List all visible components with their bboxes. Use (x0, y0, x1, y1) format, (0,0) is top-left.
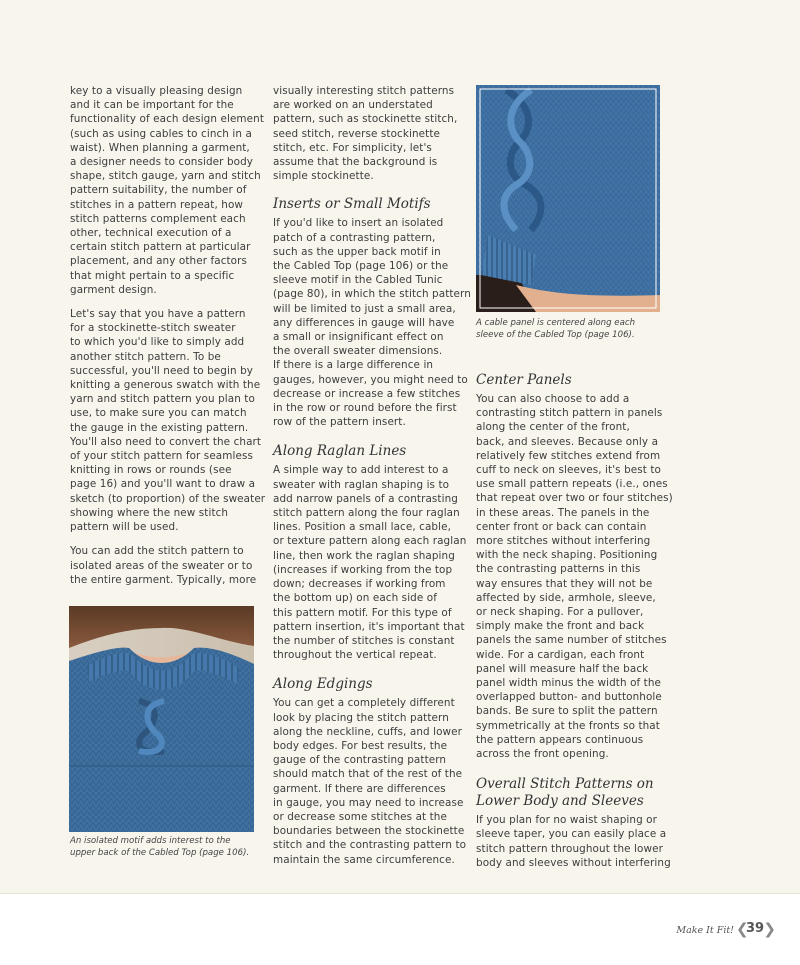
text-line: (such as using cables to cinch in a (70, 127, 252, 140)
text-line: stitch pattern throughout the lower (476, 842, 663, 855)
text-line: shape, stitch gauge, yarn and stitch (70, 170, 261, 183)
text-line: the number of stitches is constant (273, 634, 455, 647)
text-line: a small or insignificant effect on (273, 331, 444, 344)
text-line: that might pertain to a specific (70, 269, 235, 282)
text-line: simply make the front and back (476, 620, 645, 633)
text-line: You can get a completely different (273, 697, 455, 710)
photo-back-motif (69, 606, 254, 832)
text-line: any differences in gauge will have (273, 316, 455, 329)
paragraph (70, 544, 260, 587)
text-line: stitches in a pattern repeat, how (70, 198, 243, 211)
text-line: bands. Be sure to split the pattern (476, 705, 658, 718)
text-line: (increases if working from the top (273, 563, 453, 576)
paragraph (273, 463, 467, 662)
text-line: placement, and any other factors (70, 255, 248, 268)
text-line: symmetrically at the fronts so that (476, 719, 660, 732)
text-line: wide. For a cardigan, each front (476, 648, 645, 661)
text-line: should match that of the rest of the (273, 768, 463, 781)
text-line: use small pattern repeats (i.e., ones (476, 478, 668, 491)
text-line: down; decreases if working from (273, 578, 446, 591)
paragraph (476, 813, 676, 870)
text-line: with the neck shaping. Positioning (476, 549, 658, 562)
text-line: and it can be important for the (70, 99, 234, 112)
paragraph (273, 696, 467, 866)
text-line: seed stitch, reverse stockinette (273, 127, 440, 140)
text-line: across the front opening. (476, 748, 609, 761)
text-line: gauge of the contrasting pattern (273, 754, 447, 767)
text-line: sleeve of the Cabled Top (page 106). (476, 329, 635, 340)
text-line: certain stitch pattern at particular (70, 241, 251, 254)
text-line: back, and sleeves. Because only a (476, 435, 659, 448)
text-line: simple stockinette. (273, 170, 374, 183)
paragraph (476, 392, 676, 761)
text-line: body edges. For best results, the (273, 739, 448, 752)
text-line: or neck shaping. For a pullover, (476, 606, 644, 619)
text-line: assume that the background is (273, 156, 438, 169)
text-line: cuff to neck on sleeves, it's best to (476, 464, 661, 477)
text-line: You can also choose to add a (476, 393, 630, 405)
text-line: row of the pattern insert. (273, 416, 406, 429)
text-line: stitch, etc. For simplicity, let's (273, 141, 432, 154)
text-line: to which you'd like to simply add (70, 336, 245, 349)
text-line: the pattern appears continuous (476, 733, 644, 746)
heading-overall-patterns (476, 776, 676, 810)
footer-section-title: Make It Fit! (676, 925, 734, 936)
text-line: a designer needs to consider body (70, 156, 254, 169)
text-line: center front or back can contain (476, 520, 647, 533)
text-line: along the center of the front, (476, 421, 630, 434)
text-line: If you plan for no waist shaping or (476, 814, 657, 827)
column-1 (70, 84, 266, 587)
text-line: that repeat over two or four stitches) (476, 492, 673, 505)
text-line: such as the upper back motif in (273, 245, 441, 258)
text-line: or texture pattern along each raglan (273, 535, 467, 548)
text-line: overlapped button- and buttonhole (476, 691, 662, 704)
text-line: relatively few stitches extend from (476, 449, 661, 462)
heading-center-panels: Center Panels (476, 372, 572, 388)
text-line: yarn and stitch pattern you plan to (70, 393, 255, 406)
text-line: pattern insertion, it's important that (273, 620, 465, 633)
photo-sleeve-cable (476, 85, 660, 312)
text-line: the Cabled Top (page 106) or the (273, 260, 449, 273)
text-line: more stitches without interfering (476, 535, 651, 548)
text-line: are worked on an understated (273, 99, 433, 112)
text-line: along the neckline, cuffs, and lower (273, 725, 463, 738)
text-line: this pattern motif. For this type of (273, 606, 452, 619)
text-line: stitch pattern along the four raglan (273, 507, 460, 520)
text-line: patch of a contrasting pattern, (273, 231, 436, 244)
text-line: upper back of the Cabled Top (page 106). (70, 847, 250, 858)
text-line: panel width minus the width of the (476, 677, 662, 690)
text-line: the bottom up) on each side of (273, 592, 437, 605)
text-line: panels the same number of stitches (476, 634, 667, 647)
text-line: in these areas. The panels in the (476, 506, 650, 519)
column-3 (476, 372, 676, 870)
text-line: affected by side, armhole, sleeve, (476, 591, 656, 604)
text-line: body and sleeves without interfering (476, 856, 671, 869)
text-line: functionality of each design element (70, 113, 265, 126)
paragraph (273, 216, 471, 429)
text-line: page 16) and you'll want to draw a (70, 478, 256, 491)
text-line: boundaries between the stockinette (273, 825, 465, 838)
text-line: way ensures that they will not be (476, 577, 653, 590)
text-line: garment design. (70, 283, 157, 296)
paragraph (70, 307, 266, 534)
text-line: garment. If there are differences (273, 782, 446, 795)
ornament-left-icon: ❮ (736, 920, 749, 938)
text-line: look by placing the stitch pattern (273, 711, 449, 724)
text-line: successful, you'll need to begin by (70, 364, 254, 377)
text-line: lines. Position a small lace, cable, (273, 521, 452, 534)
text-line: add narrow panels of a contrasting (273, 492, 458, 505)
text-line: (page 80), in which the stitch pattern (273, 288, 471, 301)
text-line: throughout the vertical repeat. (273, 649, 437, 662)
text-line: maintain the same circumference. (273, 853, 455, 866)
text-line: visually interesting stitch patterns (273, 85, 455, 97)
text-line: isolated areas of the sweater or to (70, 559, 253, 572)
text-line: the gauge in the existing pattern. (70, 421, 249, 434)
text-line: in gauge, you may need to increase (273, 796, 464, 809)
text-line: key to a visually pleasing design (70, 85, 243, 97)
text-line: sleeve motif in the Cabled Tunic (273, 274, 443, 287)
text-line: A simple way to add interest to a (273, 464, 449, 477)
text-line: will be limited to just a small area, (273, 302, 456, 315)
text-line: An isolated motif adds interest to the (70, 836, 231, 846)
text-line: panel will measure half the back (476, 662, 649, 675)
page-number (736, 918, 776, 940)
text-line: in the row or round before the first (273, 402, 457, 415)
text-line: pattern suitability, the number of (70, 184, 247, 197)
text-line: for a stockinette-stitch sweater (70, 322, 236, 335)
caption-sleeve-cable (476, 318, 635, 341)
ornament-right-icon: ❯ (763, 920, 776, 938)
text-line: sketch (to proportion) of the sweater (70, 492, 266, 505)
text-line: You can add the stitch pattern to (70, 545, 244, 558)
text-line: line, then work the raglan shaping (273, 549, 455, 562)
text-line: A cable panel is centered along each (476, 318, 636, 328)
text-line: showing where the new stitch (70, 506, 229, 519)
heading-line: Overall Stitch Patterns on (476, 776, 654, 793)
text-line: sweater with raglan shaping is to (273, 478, 450, 491)
text-line: gauges, however, you might need to (273, 373, 468, 386)
text-line: the entire garment. Typically, more (70, 573, 257, 586)
text-line: another stitch pattern. To be (70, 350, 221, 363)
heading-line: Lower Body and Sleeves (476, 793, 644, 810)
text-line: knitting a generous swatch with the (70, 379, 261, 392)
text-line: If you'd like to insert an isolated (273, 217, 444, 230)
text-line: of your stitch pattern for seamless (70, 450, 254, 463)
column-2 (273, 84, 471, 867)
heading-edgings: Along Edgings (273, 676, 373, 693)
caption-back-motif (70, 836, 249, 859)
paragraph (70, 84, 265, 297)
page-number-text: 39 (745, 921, 765, 936)
text-line: the contrasting patterns in this (476, 563, 641, 576)
text-line: decrease or increase a few stitches (273, 387, 461, 400)
text-line: pattern will be used. (70, 521, 179, 534)
text-line: You'll also need to convert the chart (70, 435, 262, 448)
text-line: If there is a large difference in (273, 359, 434, 372)
text-line: pattern, such as stockinette stitch, (273, 113, 458, 126)
text-line: Let's say that you have a pattern (70, 308, 246, 321)
text-line: or decrease some stitches at the (273, 810, 447, 823)
text-line: contrasting stitch pattern in panels (476, 407, 663, 420)
heading-inserts: Inserts or Small Motifs (273, 196, 431, 213)
text-line: sleeve taper, you can easily place a (476, 828, 667, 841)
text-line: other, technical execution of a (70, 227, 232, 240)
text-line: the overall sweater dimensions. (273, 345, 443, 358)
heading-raglan: Along Raglan Lines (273, 443, 407, 460)
paragraph (273, 84, 463, 183)
text-line: knitting in rows or rounds (see (70, 464, 232, 477)
text-line: waist). When planning a garment, (70, 141, 250, 154)
text-line: use, to make sure you can match (70, 407, 247, 420)
text-line: stitch and the contrasting pattern to (273, 839, 467, 852)
text-line: stitch patterns complement each (70, 212, 246, 225)
